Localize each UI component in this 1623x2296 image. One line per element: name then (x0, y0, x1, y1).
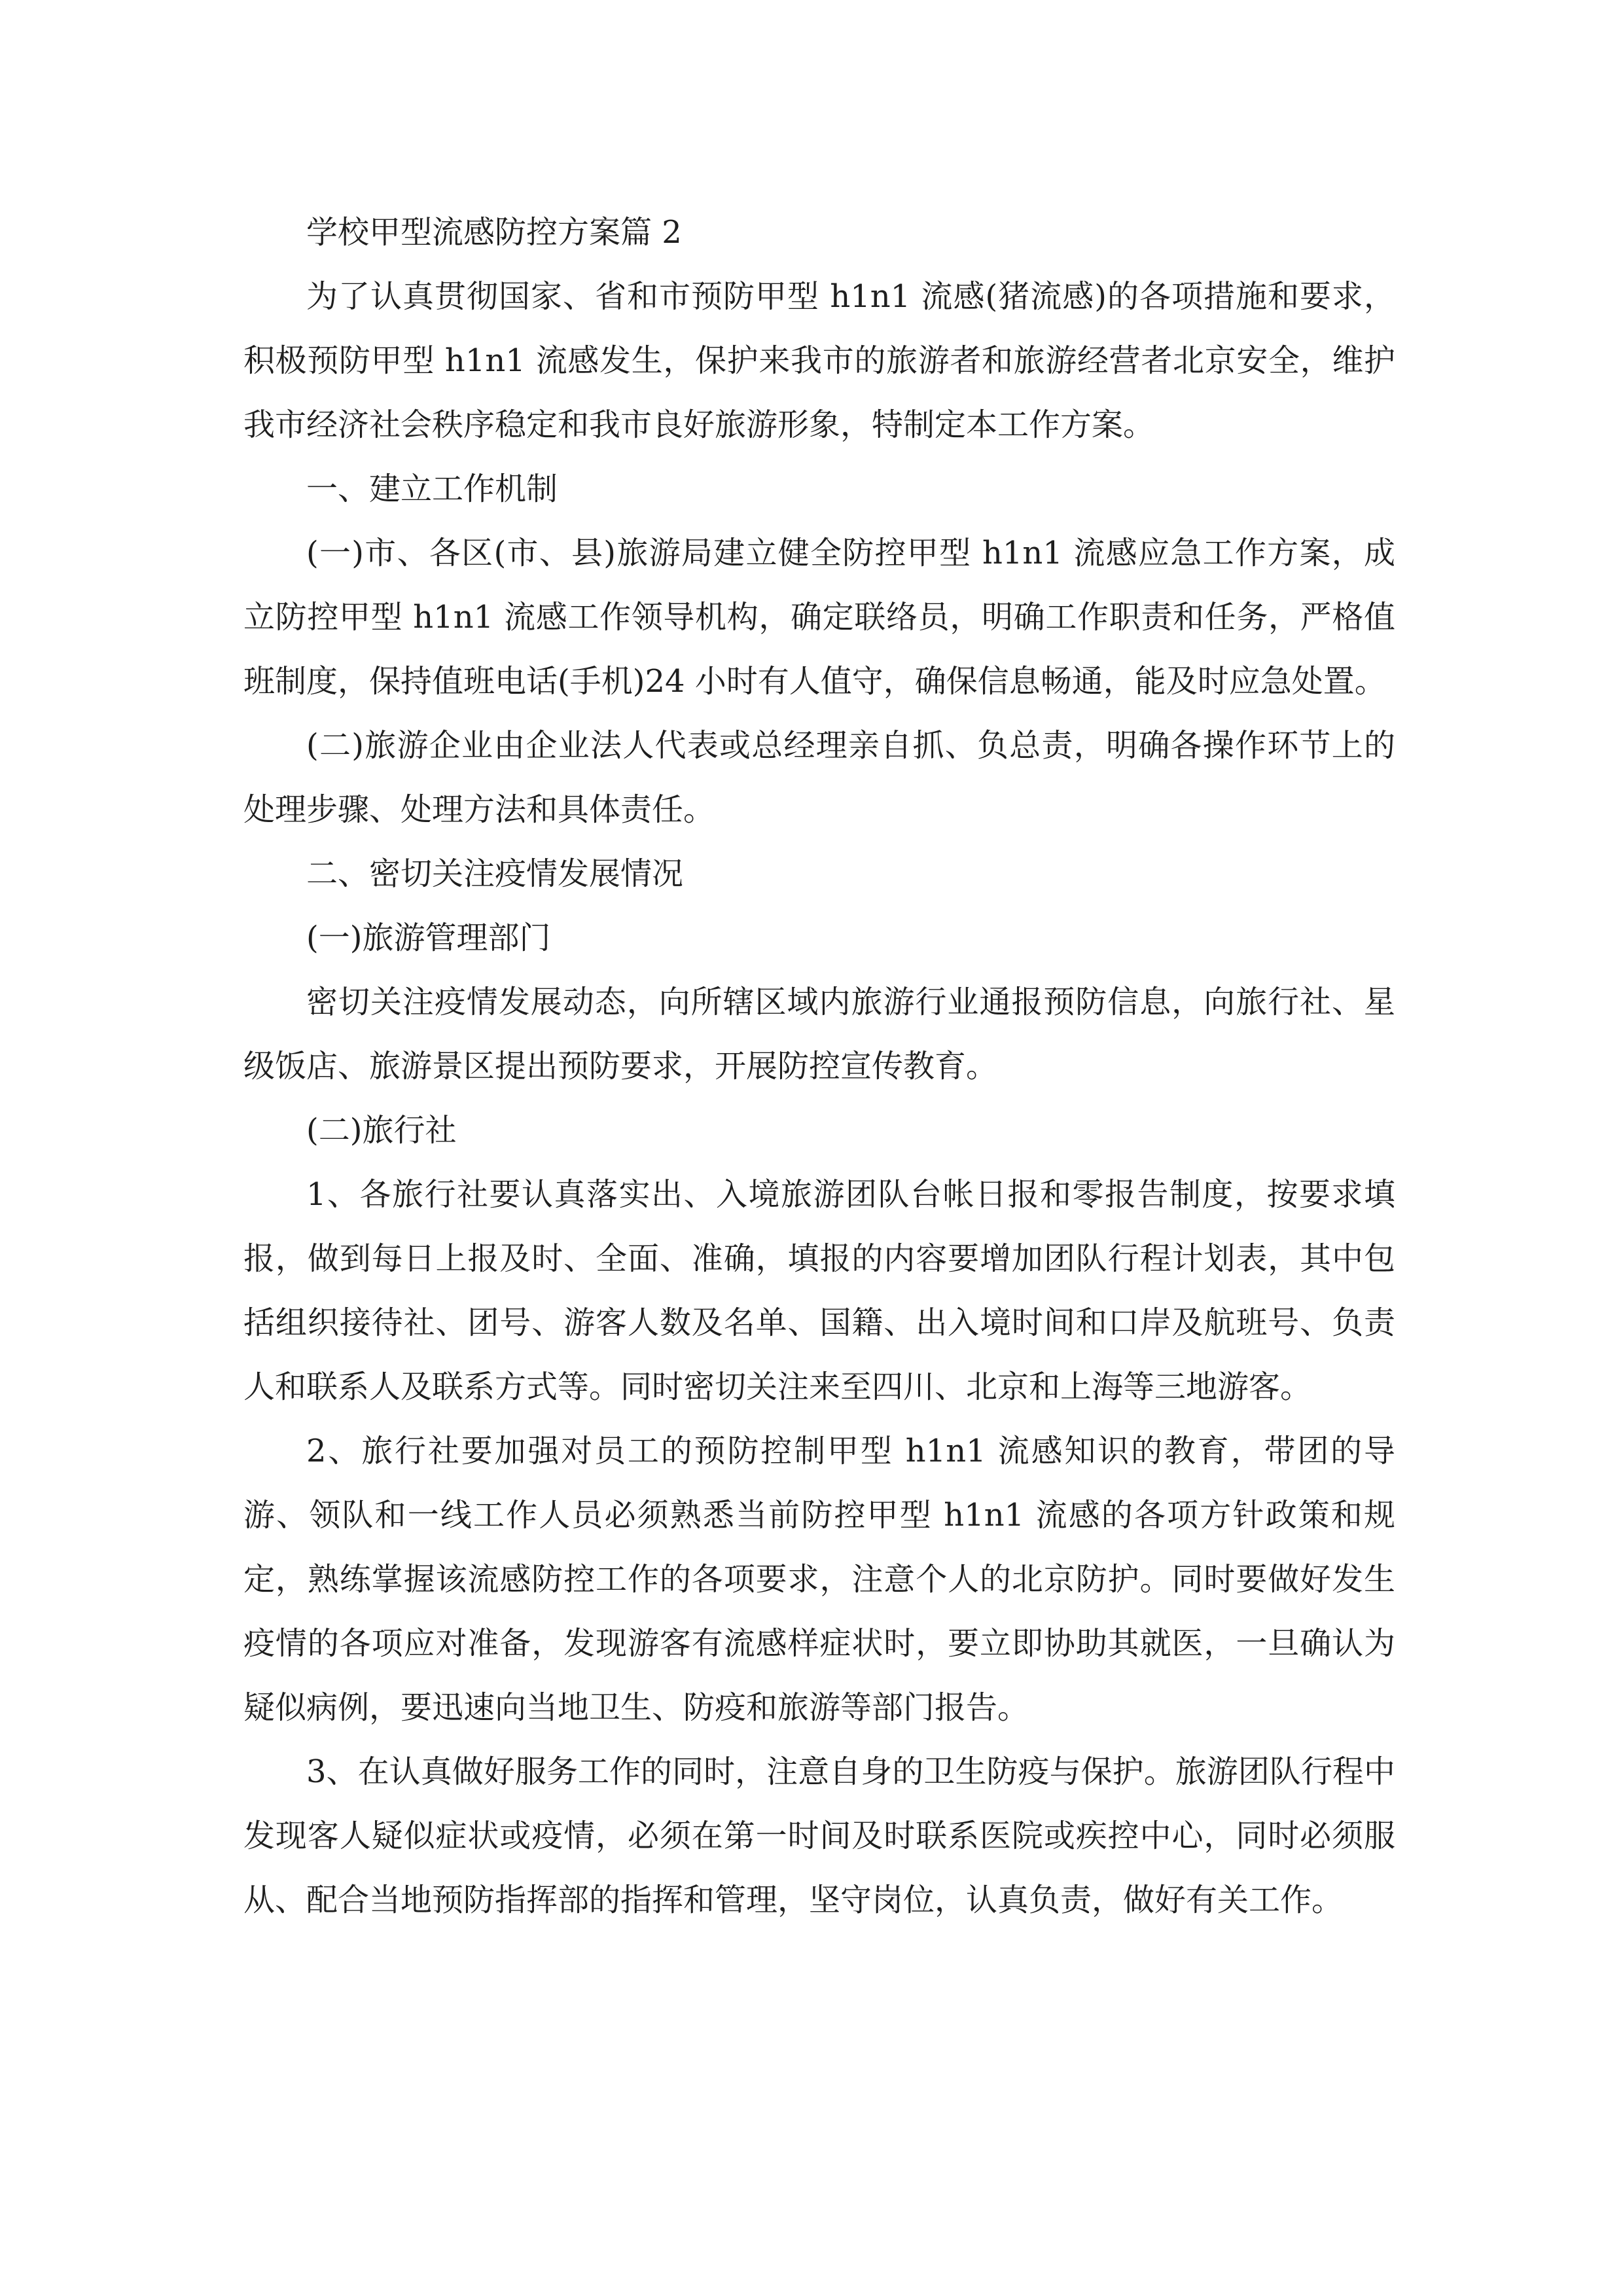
subsection-heading-2-1: (一)旅游管理部门 (306, 920, 551, 956)
paragraph-2-1: 密切关注疫情发展动态，向所辖区域内旅游行业通报预防信息，向旅行社、星级饭店、旅游景区提出预防要求，开展防控宣传教育。 (243, 984, 1395, 1085)
section-heading-1: 一、建立工作机制 (306, 471, 558, 507)
subsection-heading-2-2: (二)旅行社 (306, 1112, 457, 1149)
section-heading-2: 二、密切关注疫情发展情况 (306, 855, 684, 892)
paragraph-intro: 为了认真贯彻国家、省和市预防甲型 h1n1 流感(猪流感)的各项措施和要求，积极预防甲型 h1n1 流感发生，保护来我市的旅游者和旅游经营者北京安全，维护我市经济社会秩序稳定和我市良好旅游形象，特制定本工作方案。 (243, 278, 1395, 443)
paragraph-2-2-item-2: 2、旅行社要加强对员工的预防控制甲型 h1n1 流感知识的教育，带团的导游、领队和一线工作人员必须熟悉当前防控甲型 h1n1 流感的各项方针政策和规定，熟练掌握该流感防控工作的各项要求，注意个人的北京防护。同时要做好发生疫情的各项应对准备，发现游客有流感样症状时，要立即协助其就医，一旦确认为疑似病例，要迅速向当地卫生、防疫和旅游等部门报告。 (243, 1433, 1395, 1726)
paragraph-2-2-item-1: 1、各旅行社要认真落实出、入境旅游团队台帐日报和零报告制度，按要求填报，做到每日上报及时、全面、准确，填报的内容要增加团队行程计划表，其中包括组织接待社、团号、游客人数及名单、国籍、出入境时间和口岸及航班号、负责人和联系人及联系方式等。同时密切关注来至四川、北京和上海等三地游客。 (243, 1176, 1395, 1405)
paragraph-1-1: (一)市、各区(市、县)旅游局建立健全防控甲型 h1n1 流感应急工作方案，成立防控甲型 h1n1 流感工作领导机构，确定联络员，明确工作职责和任务，严格值班制度，保持值班电话(手机)24 小时有人值守，确保信息畅通，能及时应急处置。 (243, 535, 1395, 700)
paragraph-2-2-item-3: 3、在认真做好服务工作的同时，注意自身的卫生防疫与保护。旅游团队行程中发现客人疑似症状或疫情，必须在第一时间及时联系医院或疾控中心，同时必须服从、配合当地预防指挥部的指挥和管理，坚守岗位，认真负责，做好有关工作。 (243, 1753, 1395, 1918)
paragraph-1-2: (二)旅游企业由企业法人代表或总经理亲自抓、负总责，明确各操作环节上的处理步骤、处理方法和具体责任。 (243, 727, 1395, 828)
document-body (243, 200, 1395, 1932)
document-title: 学校甲型流感防控方案篇 2 (306, 214, 682, 251)
